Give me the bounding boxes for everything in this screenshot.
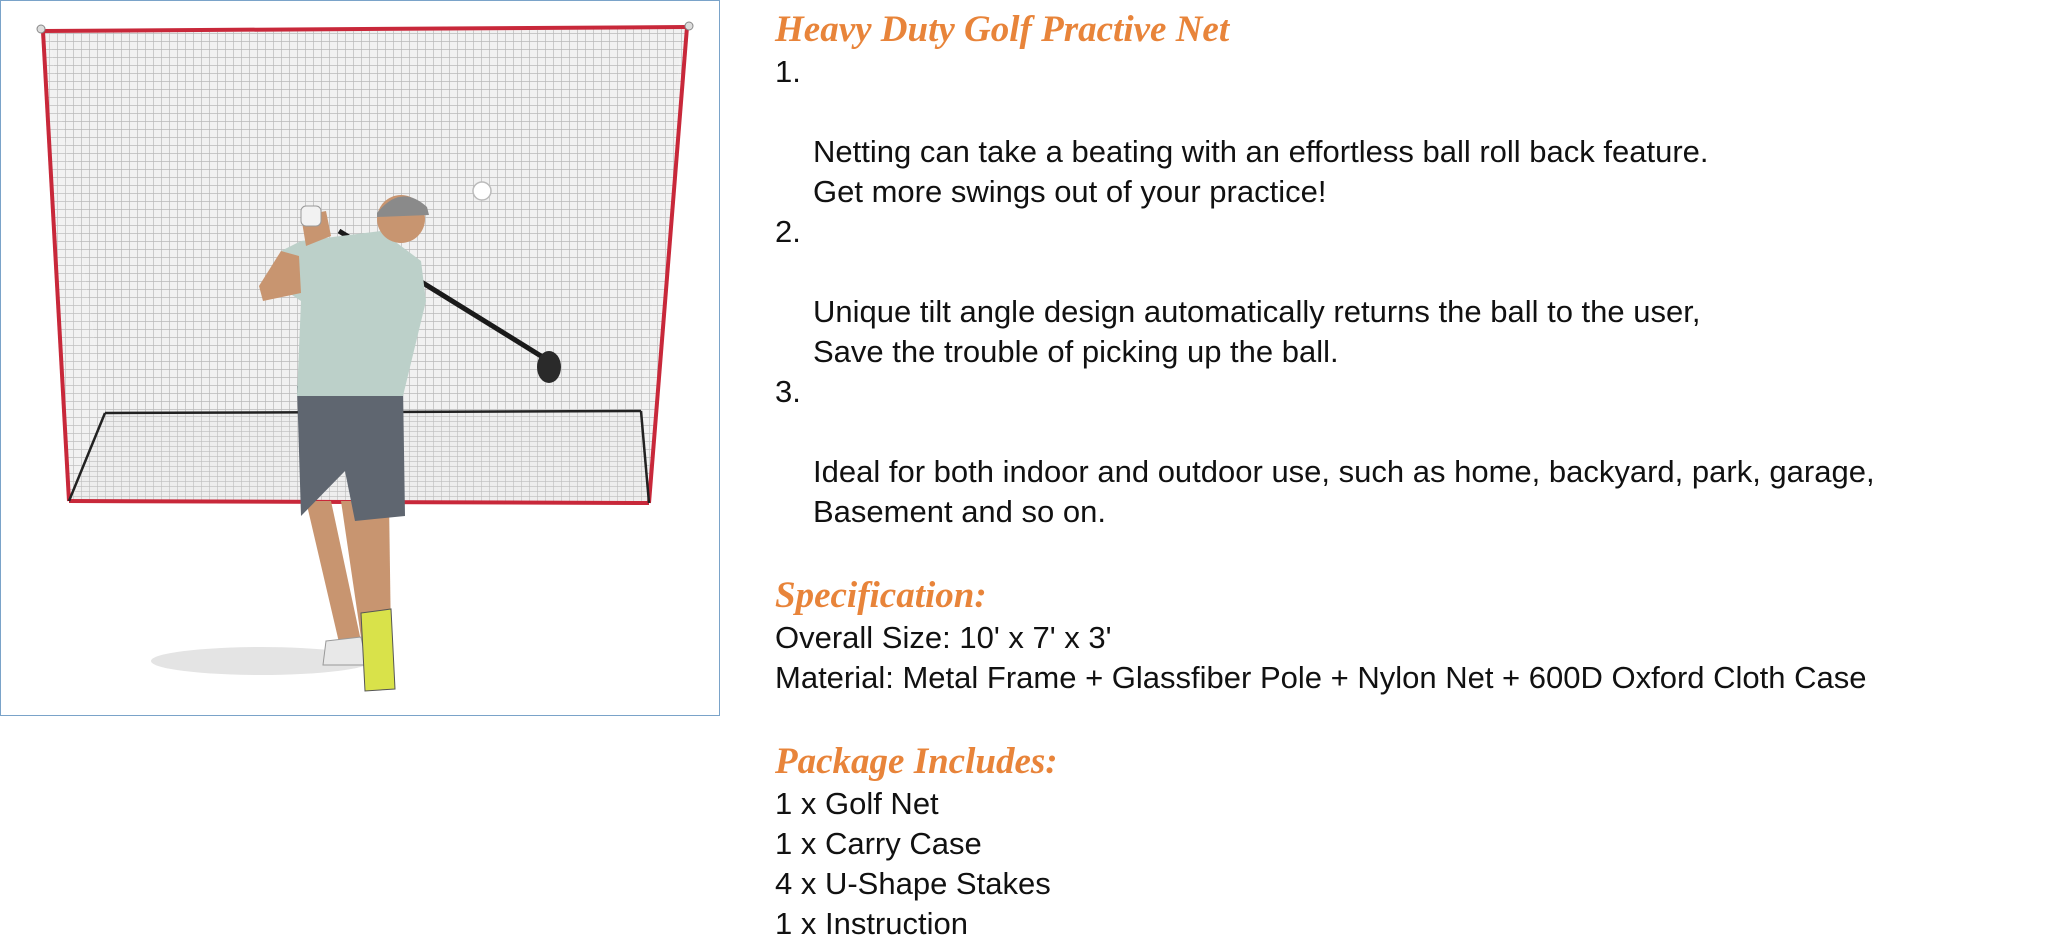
golf-ball	[473, 182, 491, 200]
package-item: 4 x U-Shape Stakes	[775, 866, 1051, 901]
package-item: 1 x Golf Net	[775, 786, 939, 821]
specification-section	[775, 574, 2025, 698]
package-section	[775, 740, 2025, 944]
feature-text: Ideal for both indoor and outdoor use, such as home, backyard, park, garage, Basement and so on.	[813, 454, 1875, 529]
golf-net-illustration	[1, 1, 719, 715]
product-title: Heavy Duty Golf Practive Net	[775, 9, 1230, 50]
feature-number: 3.	[775, 374, 801, 409]
package-item: 1 x Carry Case	[775, 826, 982, 861]
package-item: 1 x Instruction	[775, 906, 968, 941]
package-heading: Package Includes:	[775, 741, 1058, 782]
feature-item	[775, 52, 2025, 212]
feature-number: 2.	[775, 214, 801, 249]
feature-number: 1.	[775, 54, 801, 89]
spec-material: Material: Metal Frame + Glassfiber Pole + Nylon Net + 600D Oxford Cloth Case	[775, 660, 1867, 695]
feature-list	[775, 52, 2025, 532]
spec-size: Overall Size: 10' x 7' x 3'	[775, 620, 1112, 655]
product-image	[0, 0, 720, 716]
feature-item	[775, 372, 2025, 532]
feature-text: Unique tilt angle design automatically returns the ball to the user, Save the trouble of picking up the ball.	[813, 294, 1701, 369]
product-description	[775, 8, 2025, 944]
specification-heading: Specification:	[775, 575, 987, 616]
feature-item	[775, 212, 2025, 372]
feature-text: Netting can take a beating with an effortless ball roll back feature. Get more swings out of your practice!	[813, 134, 1709, 209]
